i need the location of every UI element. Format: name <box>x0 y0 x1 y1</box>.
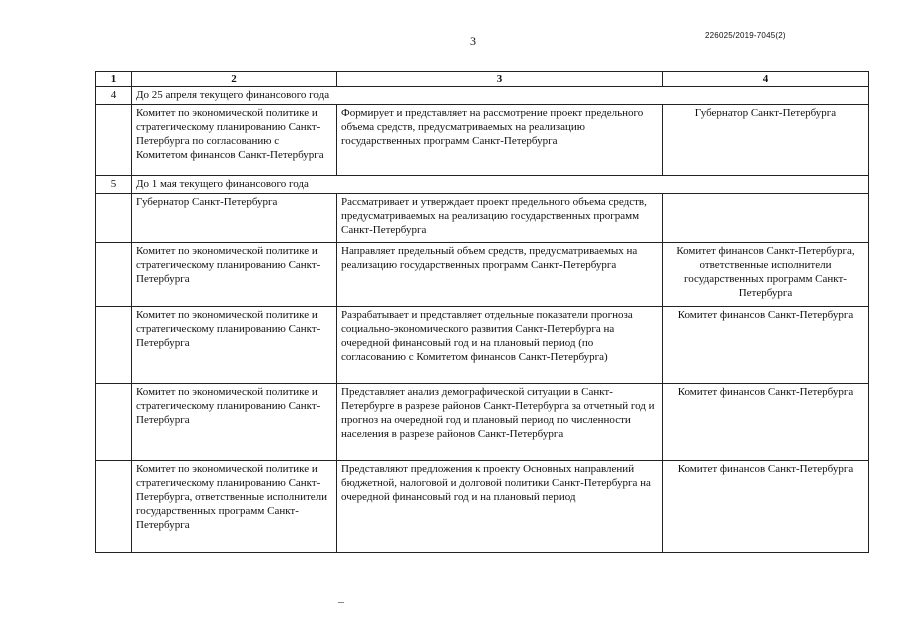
section-number: 4 <box>96 87 132 105</box>
table-row <box>96 105 869 176</box>
section-number: 5 <box>96 176 132 194</box>
table-row <box>96 194 869 243</box>
table-row <box>96 384 869 461</box>
column-header: 2 <box>132 72 337 87</box>
action-cell: Представляют предложения к проекту Основных направлений бюджетной, налоговой и долговой политики Санкт-Петербурга на очередной финансовый год и на плановый период <box>337 461 663 553</box>
responsible-cell: Комитет по экономической политике и стратегическому планированию Санкт-Петербурга <box>132 307 337 384</box>
scan-mark <box>338 602 344 603</box>
action-cell: Разрабатывает и представляет отдельные показатели прогноза социально-экономического развития Санкт-Петербурга на очередной финансовый год и на плановый период (по согласованию с Комитетом финансов Санкт-Петербурга) <box>337 307 663 384</box>
section-row <box>96 87 869 105</box>
recipient-cell: Комитет финансов Санкт-Петербурга, ответственные исполнители государственных программ Санкт-Петербурга <box>663 243 869 307</box>
responsible-cell: Комитет по экономической политике и стратегическому планированию Санкт-Петербурга, ответственные исполнители государственных программ Санкт-Петербурга <box>132 461 337 553</box>
column-header: 4 <box>663 72 869 87</box>
document-id: 226025/2019-7045(2) <box>705 31 786 40</box>
section-title: До 1 мая текущего финансового года <box>132 176 869 194</box>
action-cell: Представляет анализ демографической ситуации в Санкт-Петербурге в разрезе районов Санкт-Петербурга за отчетный год и прогноз на очередной год и плановый период по численности населения в разрезе районов Санкт-Петербурга <box>337 384 663 461</box>
column-header: 3 <box>337 72 663 87</box>
responsible-cell: Губернатор Санкт-Петербурга <box>132 194 337 243</box>
action-cell: Рассматривает и утверждает проект предельного объема средств, предусматриваемых на реализацию государственных программ Санкт-Петербурга <box>337 194 663 243</box>
table-row <box>96 243 869 307</box>
recipient-cell <box>663 194 869 243</box>
responsible-cell: Комитет по экономической политике и стратегическому планированию Санкт-Петербурга <box>132 243 337 307</box>
recipient-cell: Губернатор Санкт-Петербурга <box>663 105 869 176</box>
header-row <box>96 72 869 87</box>
section-row <box>96 176 869 194</box>
column-header: 1 <box>96 72 132 87</box>
responsible-cell: Комитет по экономической политике и стратегическому планированию Санкт-Петербурга <box>132 384 337 461</box>
procedure-table <box>95 71 869 553</box>
recipient-cell: Комитет финансов Санкт-Петербурга <box>663 461 869 553</box>
responsible-cell: Комитет по экономической политике и стратегическому планированию Санкт-Петербурга по согласованию с Комитетом финансов Санкт-Петербурга <box>132 105 337 176</box>
action-cell: Формирует и представляет на рассмотрение проект предельного объема средств, предусматриваемых на реализацию государственных программ Санкт-Петербурга <box>337 105 663 176</box>
section-title: До 25 апреля текущего финансового года <box>132 87 869 105</box>
recipient-cell: Комитет финансов Санкт-Петербурга <box>663 307 869 384</box>
page-number: 3 <box>470 34 476 48</box>
action-cell: Направляет предельный объем средств, предусматриваемых на реализацию государственных программ Санкт-Петербурга <box>337 243 663 307</box>
table-row <box>96 461 869 553</box>
table-row <box>96 307 869 384</box>
recipient-cell: Комитет финансов Санкт-Петербурга <box>663 384 869 461</box>
